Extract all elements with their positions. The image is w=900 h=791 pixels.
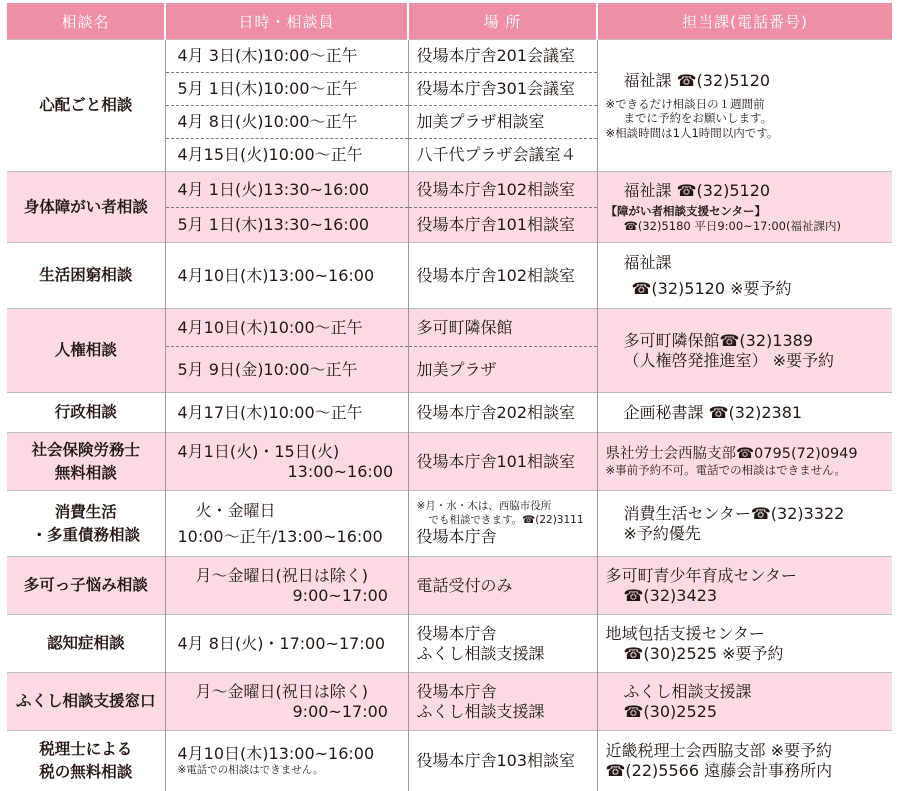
consultation-name: 生活困窮相談 xyxy=(7,243,165,309)
contact-info: 福祉課 ☎(32)5120 ※できるだけ相談日の１週間前 までに予約をお願いします。 ※相談時間は1人1時間以内です。 xyxy=(597,40,892,172)
header-consultation-name: 相談名 xyxy=(7,3,165,40)
session-datetime: 4月10日(木)10:00～正午 xyxy=(165,309,408,347)
session-place: 八千代プラザ会議室４ xyxy=(408,139,597,172)
contact-info: 多可町青少年育成センター ☎(32)3423 xyxy=(597,557,892,615)
contact-info: ふくし相談支援課 ☎(30)2525 xyxy=(597,673,892,731)
session-datetime: 4月 3日(木)10:00～正午 xyxy=(165,40,408,73)
contact-info: 近畿税理士会西脇支部 ※要予約 ☎(22)5566 遠藤会計事務所内 xyxy=(597,731,892,791)
table-row xyxy=(7,433,892,491)
table-row xyxy=(7,557,892,615)
contact-info: 多可町隣保館☎(32)1389 （人権啓発推進室） ※要予約 xyxy=(597,309,892,393)
header-contact: 担当課(電話番号) xyxy=(597,3,892,40)
contact-info: 県社労士会西脇支部☎0795(72)0949 ※事前予約不可。電話での相談はできません。 xyxy=(597,433,892,491)
consultation-name: 認知症相談 xyxy=(7,615,165,673)
contact-info: 地域包括支援センター ☎(30)2525 ※要予約 xyxy=(597,615,892,673)
table-row xyxy=(7,393,892,433)
consultation-name: 多可っ子悩み相談 xyxy=(7,557,165,615)
session-datetime: 4月17日(木)10:00～正午 xyxy=(165,393,408,433)
session-place: 役場本庁舎 ふくし相談支援課 xyxy=(408,615,597,673)
session-datetime: 4月10日(木)13:00~16:00 ※電話での相談はできません。 xyxy=(165,731,408,791)
header-row xyxy=(7,3,892,40)
contact-info: 福祉課 ☎(32)5120 ※要予約 xyxy=(597,243,892,309)
table-row xyxy=(7,309,892,347)
session-place: 役場本庁舎101相談室 xyxy=(408,208,597,243)
consultation-name: 消費生活 ・多重債務相談 xyxy=(7,491,165,557)
table-row xyxy=(7,673,892,731)
consultation-name: 税理士による 税の無料相談 xyxy=(7,731,165,791)
consultation-name: 心配ごと相談 xyxy=(7,40,165,172)
session-place: 役場本庁舎101相談室 xyxy=(408,433,597,491)
consultation-name: 社会保険労務士 無料相談 xyxy=(7,433,165,491)
consultation-name: 行政相談 xyxy=(7,393,165,433)
table-row xyxy=(7,491,892,557)
schedule-table xyxy=(7,3,892,791)
session-datetime: 5月 1日(木)10:00～正午 xyxy=(165,73,408,106)
session-datetime: 4月1日(火)・15日(火) 13:00~16:00 xyxy=(165,433,408,491)
session-place: ※月・水・木は、西脇市役所 でも相談できます。☎(22)3111 役場本庁舎 xyxy=(408,491,597,557)
session-datetime: 4月 8日(火)・17:00~17:00 xyxy=(165,615,408,673)
session-datetime: 5月 9日(金)10:00～正午 xyxy=(165,347,408,393)
contact-info: 消費生活センター☎(32)3322 ※予約優先 xyxy=(597,491,892,557)
header-place: 場 所 xyxy=(408,3,597,40)
session-place: 電話受付のみ xyxy=(408,557,597,615)
session-place: 役場本庁舎301会議室 xyxy=(408,73,597,106)
table-row xyxy=(7,40,892,73)
consultation-name: ふくし相談支援窓口 xyxy=(7,673,165,731)
session-datetime: 4月 8日(火)10:00～正午 xyxy=(165,106,408,139)
table-row xyxy=(7,731,892,791)
session-place: 多可町隣保館 xyxy=(408,309,597,347)
session-datetime: 火・金曜日 10:00～正午/13:00~16:00 xyxy=(165,491,408,557)
session-place: 加美プラザ xyxy=(408,347,597,393)
session-place: 役場本庁舎 ふくし相談支援課 xyxy=(408,673,597,731)
table-row xyxy=(7,172,892,208)
session-datetime: 月～金曜日(祝日は除く) 9:00~17:00 xyxy=(165,557,408,615)
consultation-name: 人権相談 xyxy=(7,309,165,393)
session-place: 加美プラザ相談室 xyxy=(408,106,597,139)
session-place: 役場本庁舎102相談室 xyxy=(408,172,597,208)
contact-info: 企画秘書課 ☎(32)2381 xyxy=(597,393,892,433)
consultation-name: 身体障がい者相談 xyxy=(7,172,165,243)
contact-info: 福祉課 ☎(32)5120 【障がい者相談支援センター】 ☎(32)5180 平日9:00~17:00(福祉課内) xyxy=(597,172,892,243)
session-datetime: 5月 1日(木)13:30~16:00 xyxy=(165,208,408,243)
session-place: 役場本庁舎103相談室 xyxy=(408,731,597,791)
table-row xyxy=(7,615,892,673)
session-datetime: 4月15日(火)10:00～正午 xyxy=(165,139,408,172)
session-datetime: 月～金曜日(祝日は除く) 9:00~17:00 xyxy=(165,673,408,731)
session-datetime: 4月10日(木)13:00~16:00 xyxy=(165,243,408,309)
session-datetime: 4月 1日(火)13:30~16:00 xyxy=(165,172,408,208)
session-place: 役場本庁舎102相談室 xyxy=(408,243,597,309)
session-place: 役場本庁舎202相談室 xyxy=(408,393,597,433)
header-datetime: 日時・相談員 xyxy=(165,3,408,40)
table-row xyxy=(7,243,892,309)
session-place: 役場本庁舎201会議室 xyxy=(408,40,597,73)
